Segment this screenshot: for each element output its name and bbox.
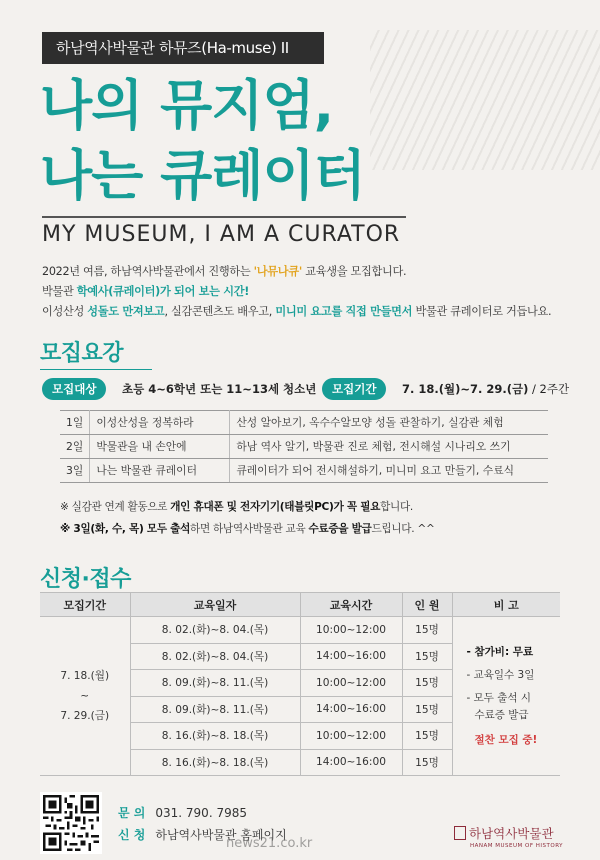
- museum-logo: 하남역사박물관: [454, 824, 554, 842]
- header-period: 모집기간: [40, 593, 130, 617]
- table-row: 8. 02.(화)~8. 04.(목) 14:00~16:00 15명: [40, 643, 560, 670]
- contact-info: 문 의 031. 790. 7985 신 청 하남역사박물관 홈페이지: [118, 806, 287, 842]
- table-row: 8. 16.(화)~8. 18.(목) 14:00~16:00 15명: [40, 749, 560, 776]
- section-underline: [40, 369, 152, 370]
- intro-text: 2022년 여름, 하남역사박물관에서 진행하는 '나뮤나큐' 교육생을 모집합니다. 박물관 학예사(큐레이터)가 되어 보는 시간! 이성산성 성돌도 만져보고, 실감콘텐츠도 배우고, 미니미 요고를 직접 만들면서 박물관 큐레이터로 거듭나요.: [42, 265, 552, 318]
- header-count: 인 원: [402, 593, 452, 617]
- table-row: 3일 나는 박물관 큐레이터 큐레이터가 되어 전시해설하기, 미니미 요고 만들기, 수료식: [60, 459, 548, 483]
- recruit-summary: [42, 378, 570, 400]
- title-divider: [42, 216, 406, 218]
- table-row: 2일 박물관을 내 손안에 하남 역사 알기, 박물관 진로 체험, 전시해설 시나리오 쓰기: [60, 435, 548, 459]
- period-badge: 모집기간: [322, 378, 386, 400]
- main-title-line2: 나는 큐레이터: [40, 144, 365, 207]
- header-date: 교육일자: [130, 593, 300, 617]
- table-row: 8. 09.(화)~8. 11.(목) 10:00~12:00 15명: [40, 670, 560, 697]
- target-value: 초등 4~6학년 또는 11~13세 청소년: [122, 382, 317, 396]
- phone-number[interactable]: 031. 790. 7985: [155, 806, 247, 820]
- period-value: 7. 18.(월)~7. 29.(금) / 2주간: [402, 382, 570, 396]
- series-label: 하남역사박물관 하뮤즈(Ha-muse) II: [42, 32, 324, 64]
- schedule-table: [40, 592, 560, 776]
- apply-site[interactable]: 하남역사박물관 홈페이지: [155, 828, 287, 842]
- museum-logo-subtitle: HANAM MUSEUM OF HISTORY: [470, 843, 564, 849]
- section-title-apply: 신청·접수: [40, 567, 131, 592]
- museum-logo-icon: [454, 826, 466, 840]
- header-remarks: 비 고: [452, 593, 560, 617]
- section-title-recruit: 모집요강: [40, 341, 124, 366]
- remarks-cell: - 참가비: 무료 - 교육일수 3일 - 모두 출석 시 수료증 발급 절찬 모집 중!: [452, 617, 560, 776]
- decorative-stripes: [370, 30, 600, 170]
- target-badge: 모집대상: [42, 378, 106, 400]
- english-title: MY MUSEUM, I AM A CURATOR: [42, 222, 401, 247]
- watermark: news21.co.kr: [226, 836, 313, 851]
- header-time: 교육시간: [300, 593, 402, 617]
- table-row: 7. 18.(월) ~ 7. 29.(금) 8. 02.(화)~8. 04.(목) 10:00~12:00 15명 - 참가비: 무료 - 교육일수 3일 - 모두 출석 시 수료증 발급 절찬 모집 중!: [40, 617, 560, 644]
- notes: ※ 실감관 연계 활동으로 개인 휴대폰 및 전자기기(태블릿PC)가 꼭 필요합니다. ※ 3일(화, 수, 목) 모두 출석하면 하남역사박물관 교육 수료증을 발급드립니다. ^^: [60, 501, 435, 535]
- period-cell: 7. 18.(월) ~ 7. 29.(금): [40, 617, 130, 776]
- program-table: [60, 410, 548, 483]
- table-row: 8. 09.(화)~8. 11.(목) 14:00~16:00 15명: [40, 696, 560, 723]
- table-row: 1일 이성산성을 정복하라 산성 알아보기, 옥수수알모양 성돌 관찰하기, 실감관 체험: [60, 411, 548, 435]
- main-title-line1: 나의 뮤지엄,: [40, 74, 334, 137]
- table-row: 8. 16.(화)~8. 18.(목) 10:00~12:00 15명: [40, 723, 560, 750]
- qr-code-icon[interactable]: [40, 792, 102, 854]
